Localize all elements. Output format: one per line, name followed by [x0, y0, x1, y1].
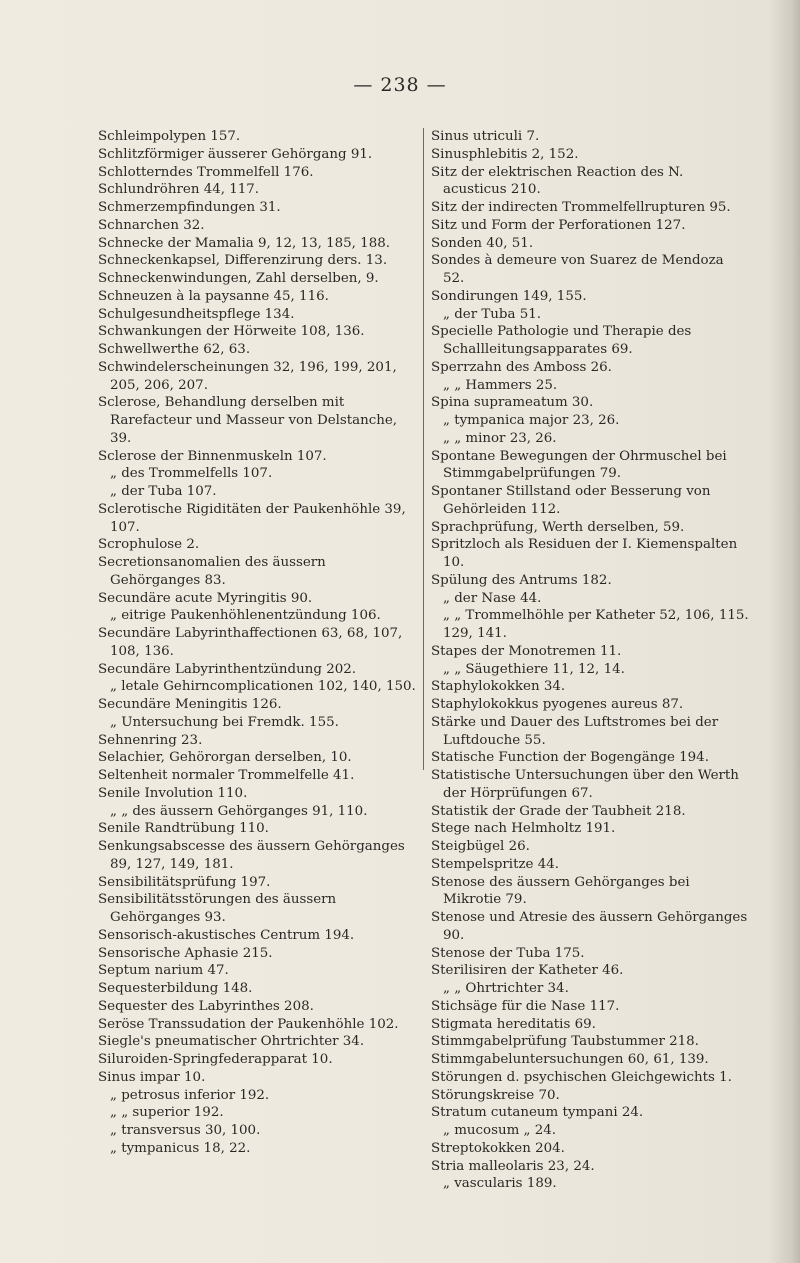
index-entry: Sprachprüfung, Werth derselben, 59. — [431, 519, 685, 535]
index-entry: Secundäre Labyrinthaffectionen 63, 68, 107, 108, 136. — [98, 626, 403, 659]
index-entry: Schlundröhren 44, 117. — [98, 182, 260, 198]
index-entry: Siluroiden-Springfederapparat 10. — [98, 1052, 333, 1067]
index-entry: Schlotterndes Trommelfell 176. — [98, 164, 314, 180]
index-entry: Seröse Transsudation der Paukenhöhle 102. — [98, 1016, 399, 1032]
column-divider — [423, 128, 424, 770]
index-entry: Sequesterbildung 148. — [98, 981, 253, 996]
index-entry: „ petrosus inferior 192. — [110, 1087, 270, 1103]
index-entry: Sclerotische Rigiditäten der Paukenhöhle 39, 107. — [98, 501, 406, 535]
index-entry: Stempelspritze 44. — [431, 856, 559, 872]
index-entry: „ tympanica major 23, 26. — [443, 413, 620, 428]
index-entry: „ letale Gehirncomplicationen 102, 140, 150. — [110, 679, 416, 695]
index-entry: Stichsäge für die Nase 117. — [431, 998, 620, 1014]
index-entry: Sinus impar 10. — [98, 1069, 206, 1085]
index-entry: Siegle's pneumatischer Ohrtrichter 34. — [98, 1034, 365, 1050]
index-entry: Selachier, Gehörorgan derselben, 10. — [98, 750, 352, 766]
index-entry: Schlitzförmiger äusserer Gehörgang 91. — [98, 146, 373, 162]
index-entry: Stapes der Monotremen 11. — [431, 643, 622, 659]
index-entry: Scrophulose 2. — [98, 537, 200, 553]
index-entry: Spülung des Antrums 182. — [431, 572, 612, 588]
index-entry: Sitz der indirecten Trommelfellrupturen 95. — [431, 200, 731, 215]
index-entry: „ der Tuba 107. — [110, 484, 217, 499]
index-entry: „ „ minor 23, 26. — [443, 430, 557, 446]
index-entry: Spontaner Stillstand oder Besserung von Gehörleiden 112. — [431, 484, 711, 517]
index-entry: Störungen d. psychischen Gleichgewichts 1. — [431, 1069, 732, 1085]
index-entry: Statistik der Grade der Taubheit 218. — [431, 803, 686, 819]
index-entry: Stratum cutaneum tympani 24. — [431, 1105, 644, 1121]
index-entry: Sensibilitätsprüfung 197. — [98, 874, 271, 890]
index-entry: Sondirungen 149, 155. — [431, 288, 587, 304]
index-entry: Sondes à demeure von Suarez de Mendoza 52. — [431, 253, 724, 286]
index-entry: „ der Nase 44. — [443, 590, 542, 606]
index-entry: Stenose der Tuba 175. — [431, 945, 585, 961]
index-entry: „ „ Ohrtrichter 34. — [443, 981, 569, 996]
index-entry: „ transversus 30, 100. — [110, 1123, 261, 1138]
index-entry: Stenose des äussern Gehörganges bei Mikrotie 79. — [431, 874, 690, 908]
index-entry: Stimmgabelprüfung Taubstummer 218. — [431, 1034, 699, 1050]
index-entry: Sehnenring 23. — [98, 732, 203, 748]
index-entry: Stigmata hereditatis 69. — [431, 1016, 596, 1032]
index-entry: Sequester des Labyrinthes 208. — [98, 998, 314, 1014]
index-entry: Sitz der elektrischen Reaction des N. acusticus 210. — [431, 164, 684, 198]
index-entry: Schneckenkapsel, Differenzirung ders. 13. — [98, 253, 388, 269]
index-entry: „ vascularis 189. — [443, 1176, 557, 1192]
index-entry: „ „ des äussern Gehörganges 91, 110. — [110, 803, 368, 819]
index-entry: Senile Randtrübung 110. — [98, 821, 269, 837]
index-entry: Sensibilitätsstörungen des äussern Gehörganges 93. — [98, 892, 337, 925]
index-entry: Schulgesundheitspflege 134. — [98, 306, 295, 322]
index-entry: Sperrzahn des Amboss 26. — [431, 359, 612, 375]
index-entry: „ der Tuba 51. — [443, 306, 542, 322]
index-entry: Schwankungen der Hörweite 108, 136. — [98, 324, 365, 340]
index-entry: Senile Involution 110. — [98, 785, 248, 801]
index-entry: Stenose und Atresie des äussern Gehörganges 90. — [431, 910, 748, 943]
index-entry: Secundäre Meningitis 126. — [98, 697, 282, 712]
index-entry: Schwindelerscheinungen 32, 196, 199, 201, 205, 206, 207. — [98, 359, 397, 393]
index-entry: Sitz und Form der Perforationen 127. — [431, 217, 686, 233]
index-entry: Staphylokokkus pyogenes aureus 87. — [431, 697, 684, 712]
index-entry: „ des Trommelfells 107. — [110, 466, 273, 482]
index-entry: Sinus utriculi 7. — [431, 129, 540, 144]
index-entry: Sclerose, Behandlung derselben mit Rarefacteur und Masseur von Delstanche, 39. — [98, 395, 398, 446]
index-entry: Sterilisiren der Katheter 46. — [431, 963, 624, 979]
index-entry: Stria malleolaris 23, 24. — [431, 1158, 595, 1174]
index-entry: Schnecke der Mamalia 9, 12, 13, 185, 188. — [98, 235, 390, 251]
index-entry: Secundäre Labyrinthentzündung 202. — [98, 661, 357, 677]
index-entry: Sensorische Aphasie 215. — [98, 945, 273, 961]
index-entry: „ eitrige Paukenhöhlenentzündung 106. — [110, 608, 381, 624]
index-entry: „ „ superior 192. — [110, 1105, 224, 1121]
index-entry: „ „ Trommelhöhle per Katheter 52, 106, 115. 129, 141. — [443, 608, 749, 641]
index-entry: „ mucosum „ 24. — [443, 1123, 557, 1138]
index-entry: Stimmgabeluntersuchungen 60, 61, 139. — [431, 1052, 709, 1067]
index-entry: Steigbügel 26. — [431, 839, 530, 854]
index-entry: Stärke und Dauer des Luftstromes bei der Luftdouche 55. — [431, 714, 719, 748]
index-entry: Störungskreise 70. — [431, 1087, 560, 1103]
index-entry: Schneckenwindungen, Zahl derselben, 9. — [98, 271, 379, 286]
index-column-right — [431, 128, 749, 1193]
index-entry: Sensorisch-akustisches Centrum 194. — [98, 927, 355, 943]
index-entry: Staphylokokken 34. — [431, 679, 566, 695]
index-entry: Spina suprameatum 30. — [431, 395, 594, 411]
index-entry: Sinusphlebitis 2, 152. — [431, 146, 579, 162]
index-entry: Schwellwerthe 62, 63. — [98, 342, 251, 357]
index-entry: Schleimpolypen 157. — [98, 129, 241, 144]
index-entry: Spritzloch als Residuen der I. Kiemenspalten 10. — [431, 537, 738, 570]
index-entry: Secretionsanomalien des äussern Gehörganges 83. — [98, 555, 326, 588]
index-entry: „ „ Säugethiere 11, 12, 14. — [443, 661, 625, 677]
index-entry: Statistische Untersuchungen über den Werth der Hörprüfungen 67. — [431, 768, 739, 801]
index-entry: Stege nach Helmholtz 191. — [431, 821, 616, 837]
index-entry: Sclerose der Binnenmuskeln 107. — [98, 448, 327, 464]
index-entry: Schmerzempfindungen 31. — [98, 200, 281, 215]
index-entry: Streptokokken 204. — [431, 1140, 565, 1156]
index-entry: „ tympanicus 18, 22. — [110, 1140, 251, 1156]
index-entry: Spontane Bewegungen der Ohrmuschel bei Stimmgabelprüfungen 79. — [431, 448, 727, 482]
index-column-left — [98, 128, 418, 1158]
index-entry: Sonden 40, 51. — [431, 235, 534, 251]
index-entry: Senkungsabscesse des äussern Gehörganges 89, 127, 149, 181. — [98, 839, 405, 872]
index-entry: „ Untersuchung bei Fremdk. 155. — [110, 714, 339, 730]
index-entry: Seltenheit normaler Trommelfelle 41. — [98, 768, 355, 783]
index-entry: Schneuzen à la paysanne 45, 116. — [98, 288, 329, 304]
index-entry: Septum narium 47. — [98, 963, 229, 979]
index-entry: Statische Function der Bogengänge 194. — [431, 750, 709, 766]
index-entry: Schnarchen 32. — [98, 217, 205, 233]
index-entry: „ „ Hammers 25. — [443, 377, 558, 393]
index-entry: Specielle Pathologie und Therapie des Schallleitungsapparates 69. — [431, 324, 692, 357]
page-number: — 238 — — [353, 74, 447, 96]
index-entry: Secundäre acute Myringitis 90. — [98, 590, 313, 606]
